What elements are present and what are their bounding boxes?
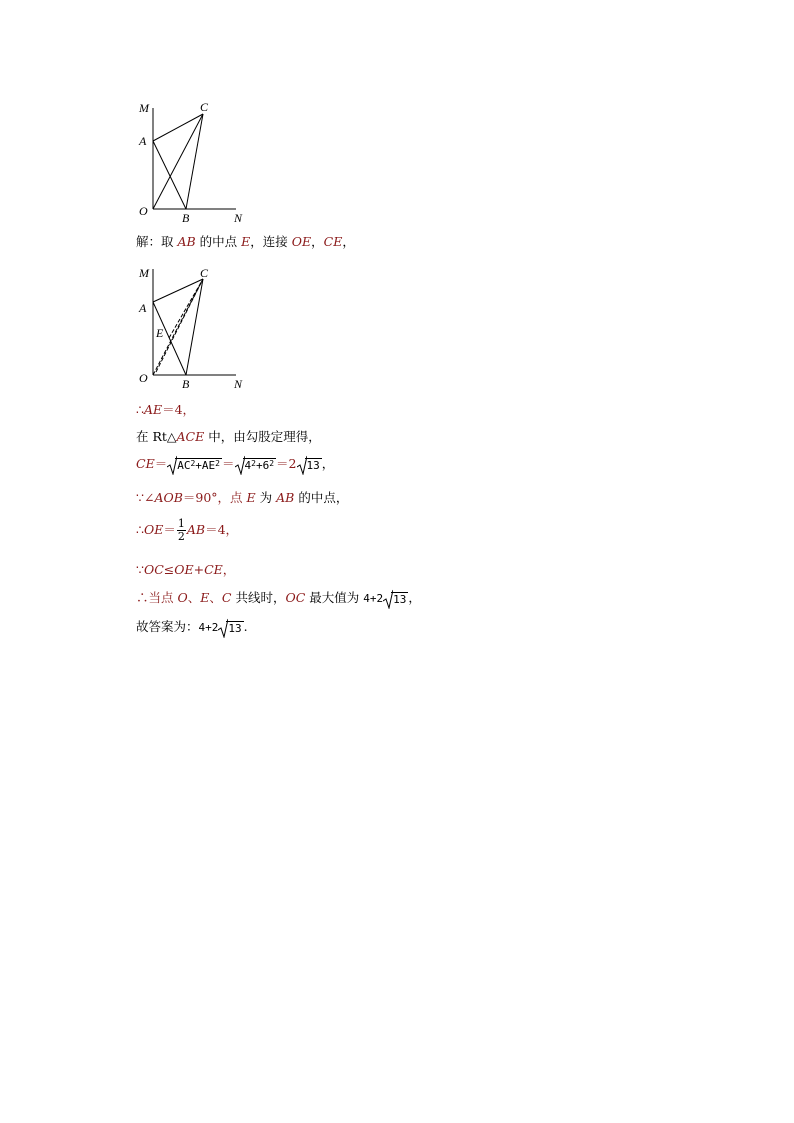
- fraction-one-half: [177, 518, 186, 543]
- label-m: M: [139, 101, 149, 115]
- point-e: E: [246, 490, 256, 505]
- figure-1-diagram: [136, 98, 256, 226]
- label-a: A: [139, 134, 147, 148]
- separator: 、: [187, 590, 201, 605]
- max-mid: 共线时，: [231, 590, 286, 605]
- because-mid: 为: [255, 490, 277, 505]
- ae-value: ＝4，: [162, 402, 196, 417]
- segment-ab: AB: [186, 522, 206, 537]
- rad1-exp1: 2: [190, 458, 196, 468]
- segment-ab: AB: [177, 234, 196, 249]
- label-a: A: [139, 301, 147, 315]
- because-angle-symbol: ∵∠: [136, 490, 155, 505]
- segment-oe: OE: [291, 234, 312, 249]
- line-oe-half-ab: [136, 518, 238, 543]
- label-n: N: [234, 211, 243, 225]
- ce-end: ，: [321, 456, 335, 471]
- segment-ab: AB: [276, 490, 295, 505]
- line-ce-formula: [136, 456, 334, 473]
- intro-mid: 的中点: [195, 234, 242, 249]
- rad2-plus-6: +6: [255, 458, 270, 472]
- max-rad-13: 13: [393, 592, 407, 606]
- equals-sign: ＝: [222, 456, 235, 471]
- sqrt-ac-ae: [167, 457, 222, 473]
- max-end: ，: [408, 590, 421, 605]
- figure-2-diagram: [136, 264, 256, 392]
- solution-intro: [136, 234, 355, 250]
- label-o: O: [139, 371, 148, 385]
- answer-label: 故答案为：: [136, 619, 199, 634]
- label-c: C: [200, 100, 209, 114]
- segment-ae: AE: [143, 402, 163, 417]
- answer-end: .: [243, 619, 248, 634]
- equals-sign: ＝: [154, 456, 168, 471]
- figure-1: [136, 98, 256, 226]
- therefore-symbol: ∴: [136, 522, 144, 537]
- rad1-exp2: 2: [215, 458, 220, 468]
- segment-ce: CE: [323, 234, 343, 249]
- answer-value-prefix: 4+2: [198, 621, 219, 634]
- angle-value: ＝90°，点: [182, 490, 247, 505]
- max-prefix: ∴当点: [136, 590, 178, 605]
- separator: 、: [209, 590, 222, 605]
- label-n: N: [234, 377, 243, 391]
- label-e: E: [156, 326, 164, 340]
- rad2-4: 4: [244, 458, 252, 472]
- line-max-value: [136, 590, 421, 607]
- max-value-prefix: 4+2: [363, 592, 384, 605]
- sqrt-13: [297, 457, 322, 473]
- fraction-denominator: 2: [177, 530, 185, 543]
- max-text: 最大值为: [305, 590, 364, 605]
- line-answer: [136, 619, 248, 636]
- triangle-ace: ACE: [176, 429, 205, 444]
- because-symbol: ∵: [136, 562, 144, 577]
- rad2-exp2: 2: [269, 458, 275, 468]
- segment-oc: OC: [285, 590, 306, 605]
- line-ae-equals: [136, 402, 195, 418]
- because-end: 的中点，: [294, 490, 349, 505]
- intro-end: ，: [342, 234, 355, 249]
- label-o: O: [139, 204, 148, 218]
- therefore-symbol: ∴: [136, 402, 144, 417]
- rad2-exp1: 2: [251, 458, 256, 468]
- segment-ce-lhs: CE: [136, 456, 155, 471]
- figure-2: [136, 264, 256, 392]
- equals-sign: ＝: [163, 522, 176, 537]
- intro-connect: ，连接: [250, 234, 292, 249]
- point-e: E: [200, 590, 210, 605]
- rad1-plus-ae: +AE: [195, 458, 216, 472]
- rad3-13: 13: [306, 458, 320, 472]
- segment-oe: OE: [143, 522, 164, 537]
- sqrt-13: [383, 591, 408, 607]
- fraction-numerator: 1: [177, 517, 185, 530]
- point-o: O: [177, 590, 188, 605]
- ineq-end: ，: [222, 562, 236, 577]
- sqrt-13: [218, 620, 243, 636]
- answer-rad-13: 13: [228, 621, 242, 635]
- radical-icon: [383, 589, 393, 609]
- line-angle-aob: [136, 490, 348, 506]
- point-e: E: [241, 234, 251, 249]
- rad1-ac: AC: [177, 458, 191, 472]
- radical-icon: [218, 618, 228, 638]
- line-inequality: [136, 562, 235, 578]
- rt-suffix: 中，由勾股定理得，: [204, 429, 321, 444]
- intro-prefix: 解：取: [136, 234, 178, 249]
- label-b: B: [182, 211, 190, 225]
- label-m: M: [139, 266, 149, 280]
- label-c: C: [200, 266, 209, 280]
- point-c: C: [221, 590, 232, 605]
- intro-comma: ，: [311, 234, 324, 249]
- line-right-triangle: [136, 429, 321, 445]
- label-b: B: [182, 377, 190, 391]
- oe-value: ＝4，: [205, 522, 239, 537]
- angle-aob: AOB: [154, 490, 183, 505]
- sqrt-4-6: [235, 457, 277, 473]
- radical-icon: [167, 455, 177, 475]
- equals-two: ＝2: [276, 456, 297, 471]
- rt-prefix: 在 Rt△: [136, 429, 177, 444]
- radical-icon: [235, 455, 245, 475]
- triangle-inequality: OC≤OE+CE: [143, 562, 223, 577]
- radical-icon: [297, 455, 307, 475]
